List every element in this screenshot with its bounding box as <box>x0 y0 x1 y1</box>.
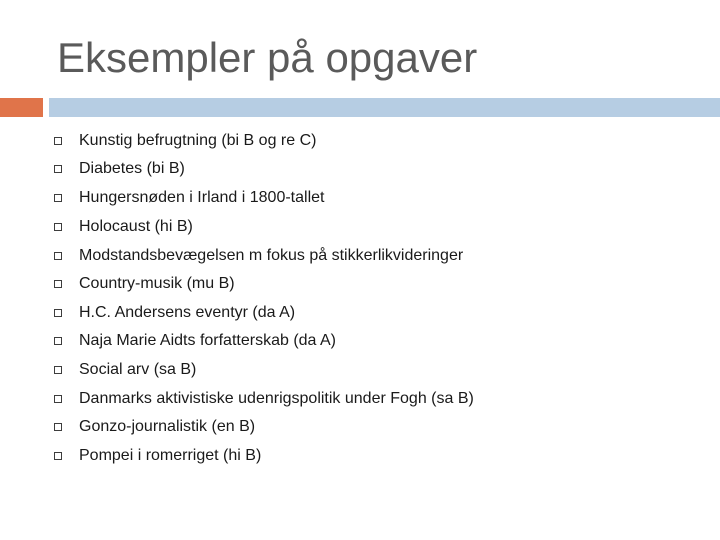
list-item <box>54 216 193 238</box>
list-item <box>54 302 295 324</box>
list-item-text: H.C. Andersens eventyr (da A) <box>79 304 296 321</box>
list-item-text: Gonzo-journalistik (en B) <box>79 418 256 435</box>
list-item <box>54 416 255 438</box>
list-item-text: Holocaust (hi B) <box>79 218 193 235</box>
list-item-text: Social arv (sa B) <box>79 361 197 378</box>
checkbox-square-icon <box>54 337 62 345</box>
list-item <box>54 245 463 267</box>
list-item-text: Country-musik (mu B) <box>79 275 235 292</box>
list-item <box>54 187 324 209</box>
checkbox-square-icon <box>54 309 62 317</box>
checkbox-square-icon <box>54 395 62 403</box>
list-item <box>54 388 474 410</box>
list-item-text: Diabetes (bi B) <box>79 160 185 177</box>
list-item <box>54 359 196 381</box>
list-item-text: Hungersnøden i Irland i 1800-tallet <box>79 189 325 206</box>
checkbox-square-icon <box>54 137 62 145</box>
header-bar <box>49 98 720 117</box>
checkbox-square-icon <box>54 366 62 374</box>
list-item-text: Modstandsbevægelsen m fokus på stikkerlikvideringer <box>79 247 464 264</box>
checkbox-square-icon <box>54 223 62 231</box>
checkbox-square-icon <box>54 280 62 288</box>
list-item <box>54 330 336 352</box>
slide-title: Eksempler på opgaver <box>57 34 478 81</box>
list-item <box>54 158 185 180</box>
list-item-text: Naja Marie Aidts forfatterskab (da A) <box>79 332 336 349</box>
list-item-text: Danmarks aktivistiske udenrigspolitik under Fogh (sa B) <box>79 390 474 407</box>
list-item-text: Pompei i romerriget (hi B) <box>79 447 262 464</box>
checkbox-square-icon <box>54 452 62 460</box>
checkbox-square-icon <box>54 423 62 431</box>
list-item <box>54 445 261 467</box>
checkbox-square-icon <box>54 252 62 260</box>
list-item <box>54 130 316 152</box>
checkbox-square-icon <box>54 165 62 173</box>
accent-bar <box>0 98 43 117</box>
checkbox-square-icon <box>54 194 62 202</box>
list-item-text: Kunstig befrugtning (bi B og re C) <box>79 132 317 149</box>
list-item <box>54 273 235 295</box>
